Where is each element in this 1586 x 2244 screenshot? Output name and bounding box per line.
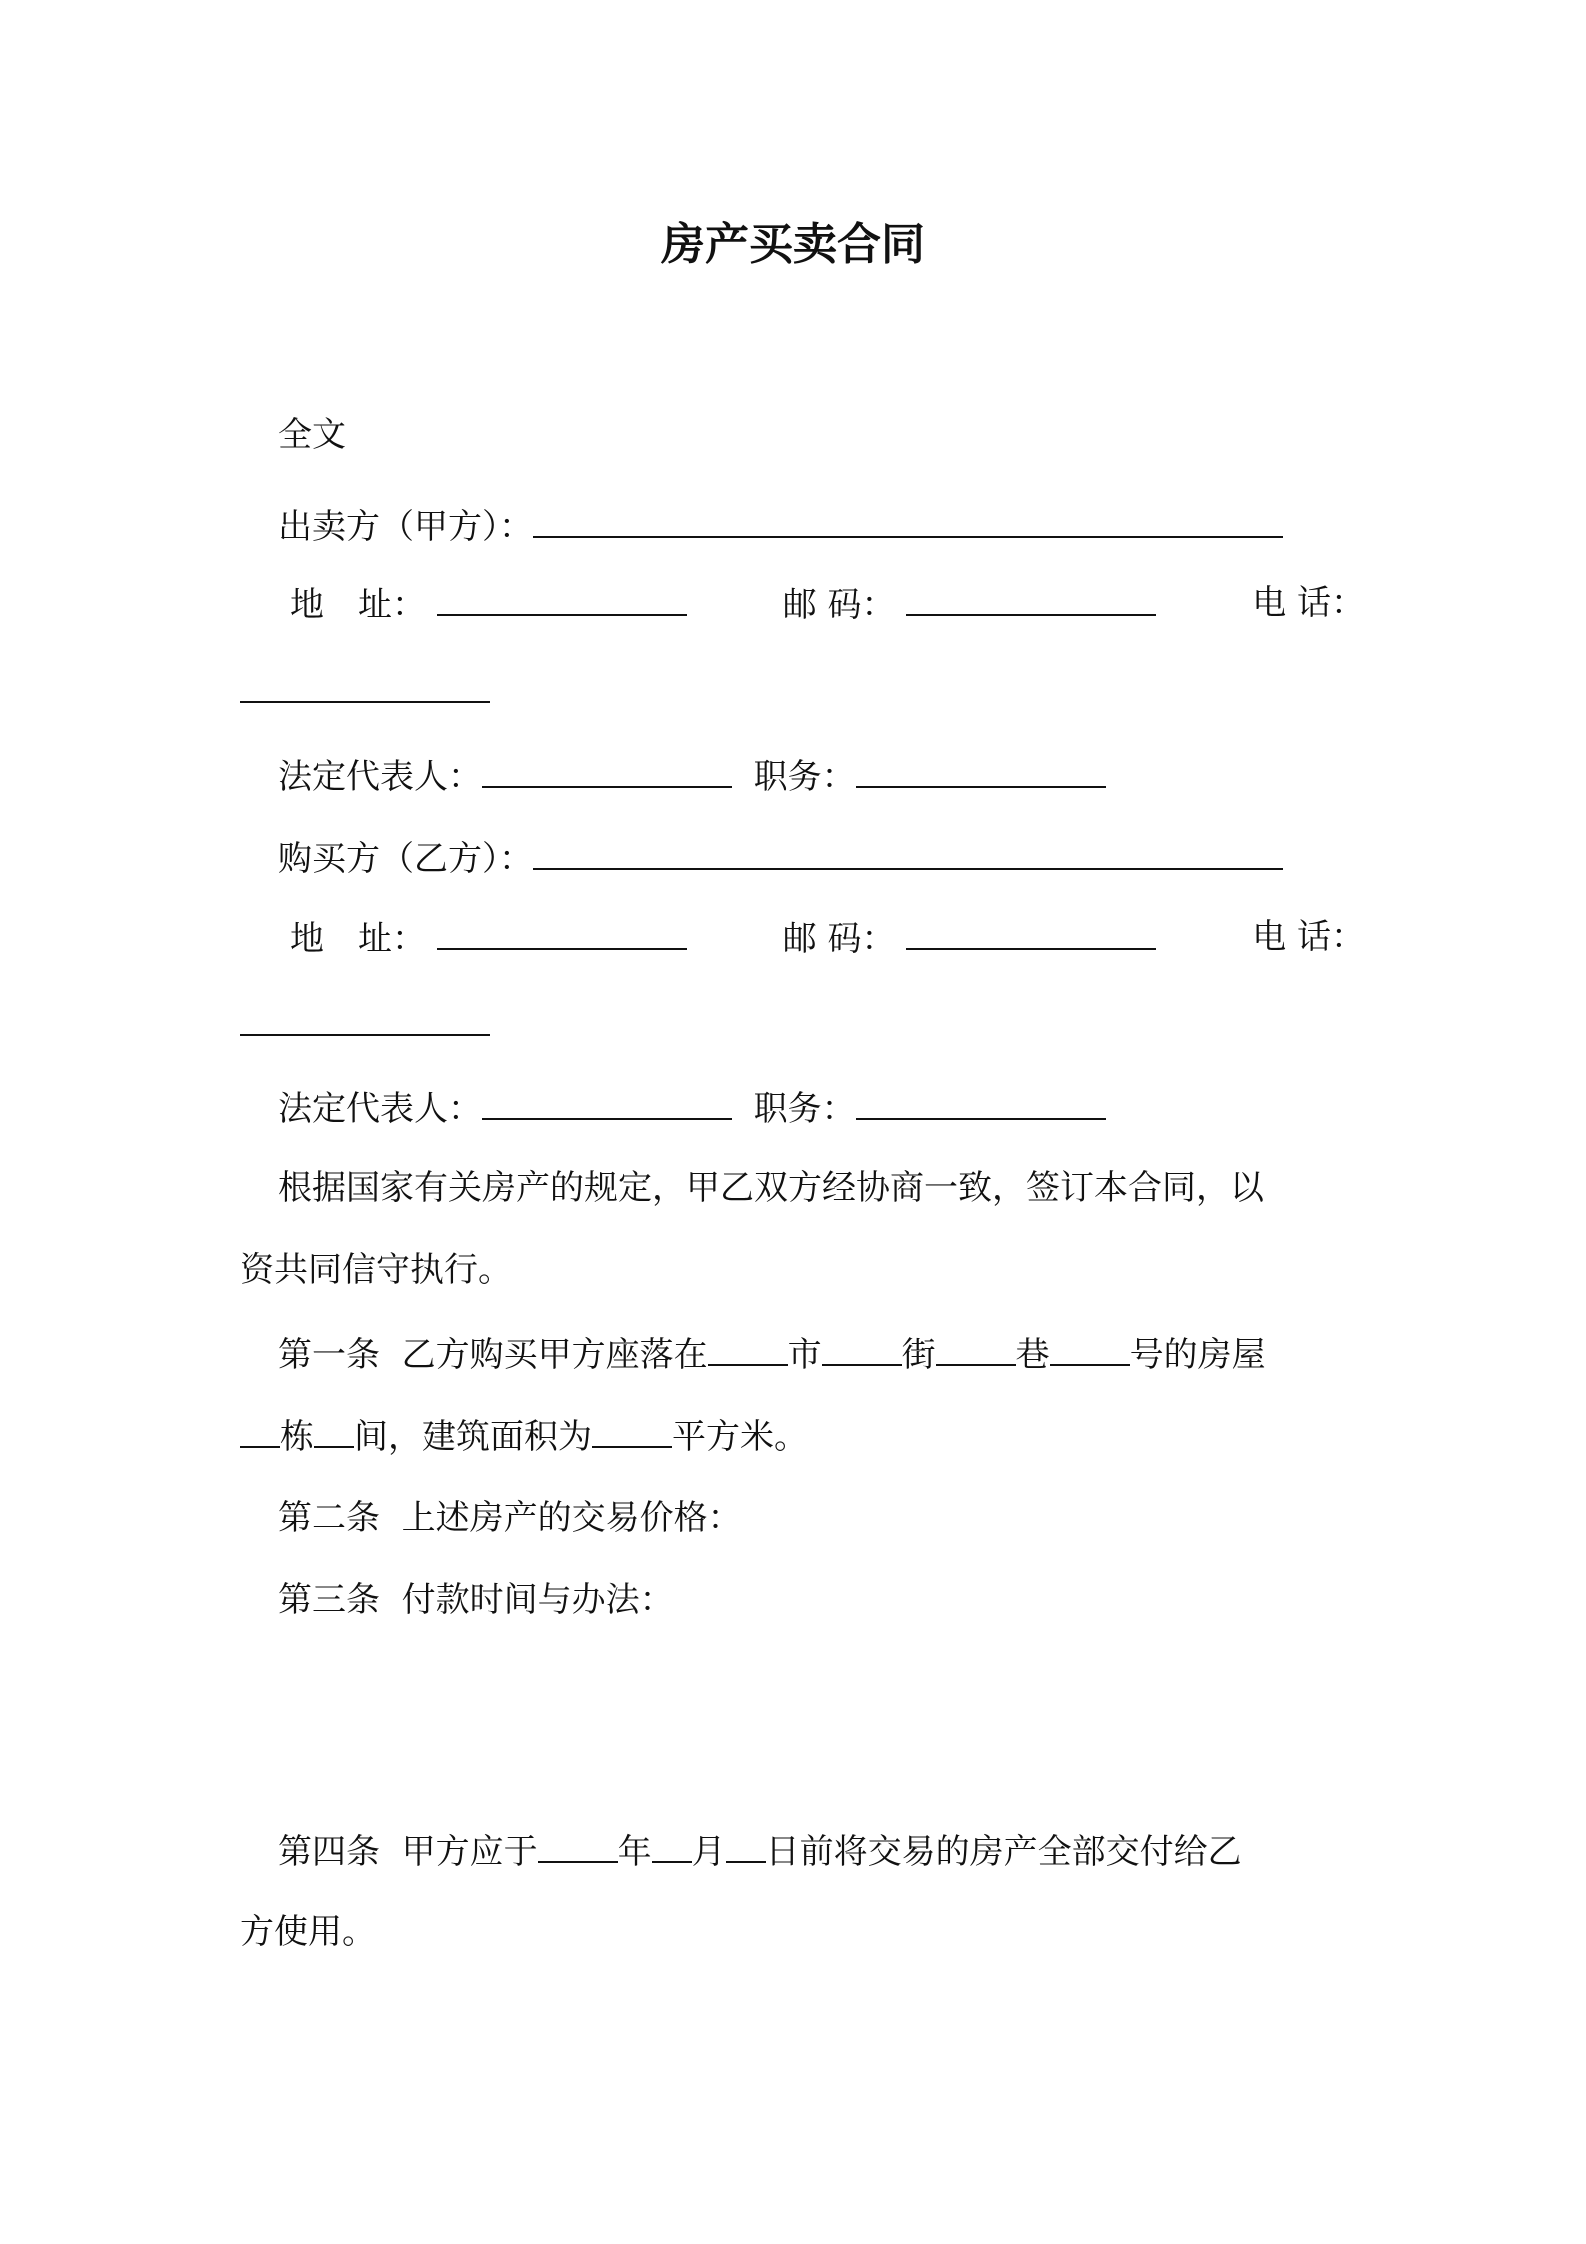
number-field[interactable]	[1050, 1328, 1130, 1366]
lane-field[interactable]	[936, 1328, 1016, 1366]
seller-line	[278, 500, 1283, 552]
seller-position-field[interactable]	[856, 750, 1106, 788]
article-2: 第二条 上述房产的交易价格：	[278, 1498, 742, 1538]
article-1-text-e: 号的房屋	[1129, 1335, 1266, 1375]
buyer-contact-line	[290, 912, 1365, 964]
seller-postcode-group	[783, 578, 1157, 630]
buyer-phone-label: 电 话：	[1252, 917, 1365, 957]
month-field[interactable]	[652, 1825, 692, 1863]
seller-position-label: 职务：	[753, 757, 856, 797]
buyer-address-field[interactable]	[437, 912, 687, 950]
buyer-label: 购买方（乙方）：	[278, 839, 533, 879]
document-title: 房产买卖合同	[661, 219, 925, 270]
buyer-phone-field[interactable]	[240, 998, 490, 1036]
building-field[interactable]	[240, 1410, 280, 1448]
article-4-line-1	[278, 1825, 1242, 1877]
buyer-postcode-field[interactable]	[906, 912, 1156, 950]
buyer-address-group	[290, 912, 687, 964]
article-1-text-b: 市	[787, 1335, 822, 1375]
seller-phone-field[interactable]	[240, 665, 490, 703]
room-field[interactable]	[314, 1410, 354, 1448]
buyer-position-label: 职务：	[753, 1089, 856, 1129]
seller-postcode-label: 邮 码：	[782, 585, 896, 625]
seller-contact-line	[290, 578, 1365, 630]
buyer-position-field[interactable]	[856, 1082, 1106, 1120]
seller-phone-continuation	[240, 665, 490, 717]
area-field[interactable]	[592, 1410, 672, 1448]
year-field[interactable]	[538, 1825, 618, 1863]
article-1-text-d: 巷	[1015, 1335, 1050, 1375]
article-4-text-c: 月	[691, 1832, 726, 1872]
seller-legal-rep-label: 法定代表人：	[278, 757, 482, 797]
seller-legal-rep-field[interactable]	[482, 750, 732, 788]
article-1-text-c: 街	[901, 1335, 936, 1375]
buyer-rep-line	[278, 1082, 1106, 1134]
article-4-text-b: 年	[617, 1832, 652, 1872]
preamble-line-2: 资共同信守执行。	[240, 1250, 512, 1290]
buyer-line	[278, 832, 1283, 884]
article-1-line-2	[240, 1410, 808, 1462]
seller-rep-line	[278, 750, 1106, 802]
article-4-text-d: 日前将交易的房产全部交付给乙	[765, 1832, 1242, 1872]
seller-address-group	[290, 578, 687, 630]
city-field[interactable]	[708, 1328, 788, 1366]
seller-postcode-field[interactable]	[906, 578, 1156, 616]
buyer-address-label: 地 址：	[290, 919, 426, 959]
buyer-postcode-label: 邮 码：	[782, 919, 896, 959]
preamble-line-1: 根据国家有关房产的规定，甲乙双方经协商一致，签订本合同，以	[278, 1168, 1264, 1208]
article-4-text-a: 第四条 甲方应于	[278, 1832, 538, 1872]
street-field[interactable]	[822, 1328, 902, 1366]
day-field[interactable]	[726, 1825, 766, 1863]
article-1-text-h: 平方米。	[672, 1417, 808, 1457]
article-1-text-a: 第一条 乙方购买甲方座落在	[278, 1335, 708, 1375]
seller-address-field[interactable]	[437, 578, 687, 616]
buyer-phone-continuation	[240, 998, 490, 1050]
seller-label: 出卖方（甲方）：	[278, 507, 533, 547]
buyer-legal-rep-field[interactable]	[482, 1082, 732, 1120]
full-text-label: 全文	[278, 415, 346, 455]
seller-address-label: 地 址：	[290, 585, 426, 625]
article-1-line-1	[278, 1328, 1266, 1380]
article-4-line-2: 方使用。	[240, 1912, 376, 1952]
buyer-postcode-group	[783, 912, 1157, 964]
seller-name-field[interactable]	[533, 500, 1283, 538]
seller-phone-label: 电 话：	[1252, 583, 1365, 623]
article-1-text-f: 栋	[280, 1417, 314, 1457]
article-1-text-g: 间，建筑面积为	[354, 1417, 592, 1457]
buyer-name-field[interactable]	[533, 832, 1283, 870]
article-3: 第三条 付款时间与办法：	[278, 1580, 674, 1620]
buyer-legal-rep-label: 法定代表人：	[278, 1089, 482, 1129]
